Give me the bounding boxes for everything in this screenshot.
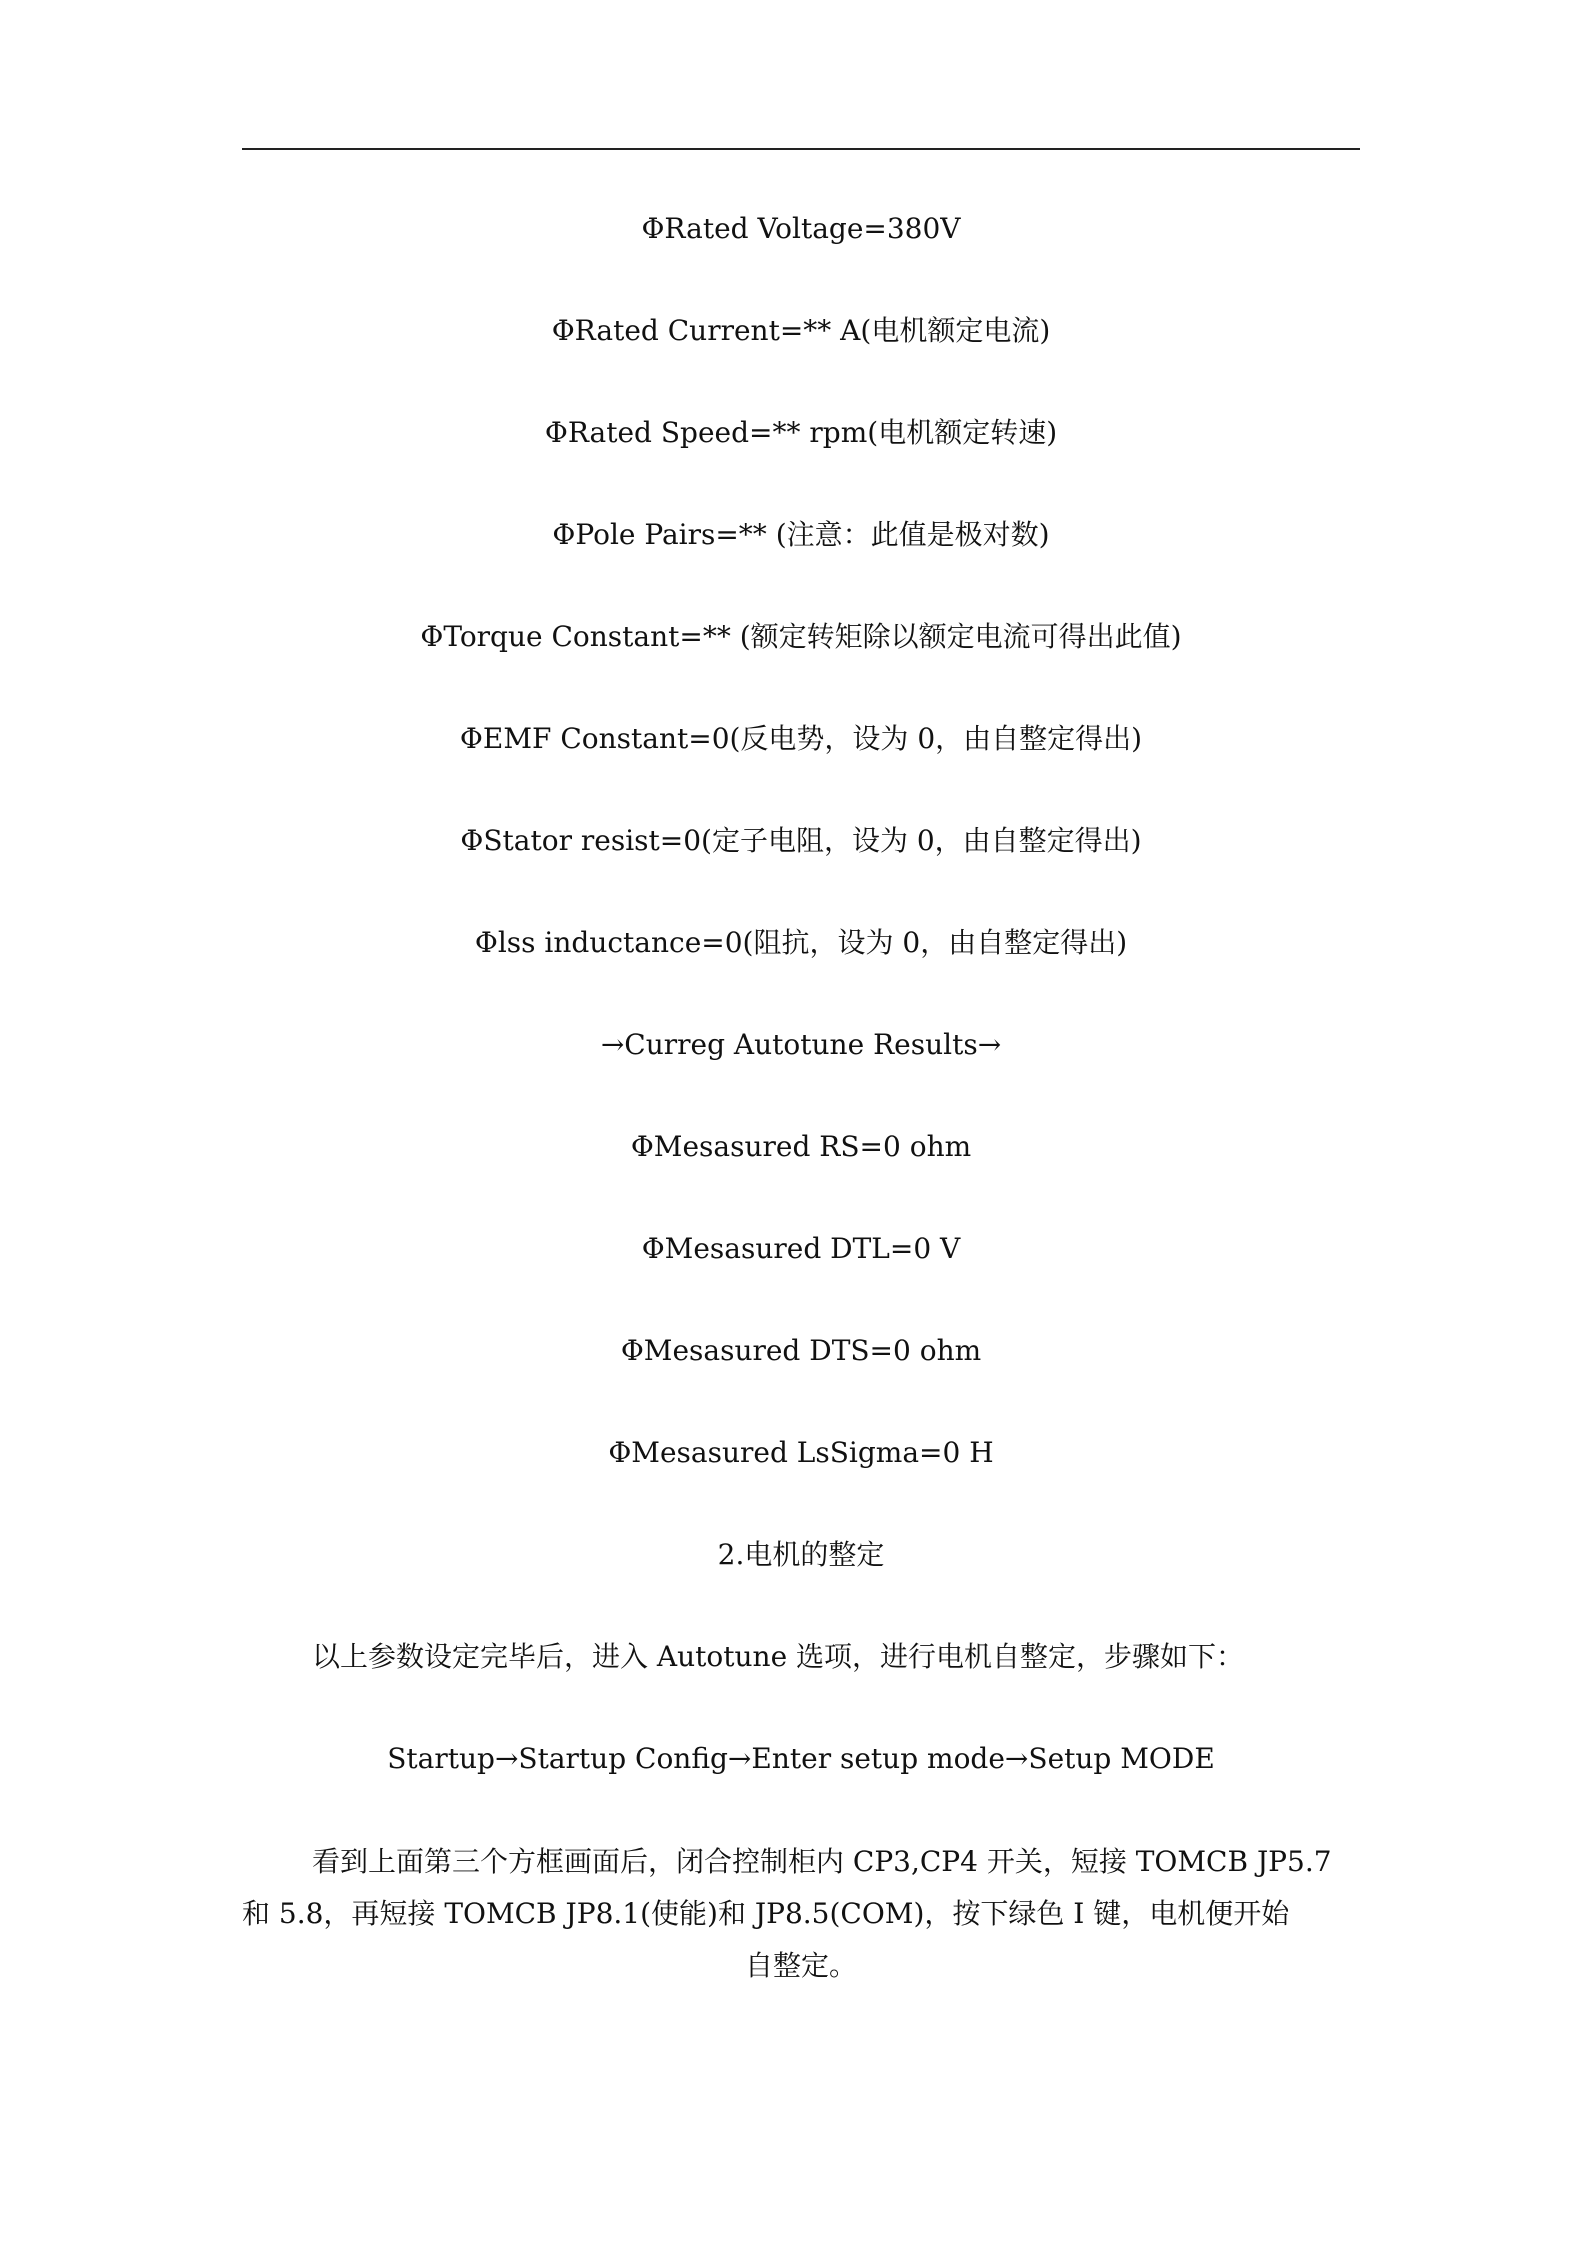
param-lss-inductance: Φlss inductance=0(阻抗，设为 0，由自整定得出) xyxy=(474,926,1128,959)
param-emf-constant: ΦEMF Constant=0(反电势，设为 0，由自整定得出) xyxy=(459,722,1143,755)
param-torque-constant: ΦTorque Constant=** (额定转矩除以额定电流可得出此值) xyxy=(420,620,1182,653)
result-measured-dtl: ΦMesasured DTL=0 V xyxy=(641,1232,961,1265)
param-pole-pairs: ΦPole Pairs=** (注意：此值是极对数) xyxy=(552,518,1050,551)
section-heading: 2.电机的整定 xyxy=(717,1538,885,1571)
param-rated-current: ΦRated Current=** A(电机额定电流) xyxy=(551,314,1051,347)
header-rule xyxy=(242,148,1360,150)
result-measured-rs: ΦMesasured RS=0 ohm xyxy=(630,1130,972,1163)
instruction-line-1: 看到上面第三个方框画面后，闭合控制柜内 CP3,CP4 开关，短接 TOMCB JP5.7 xyxy=(312,1845,1332,1878)
result-measured-dts: ΦMesasured DTS=0 ohm xyxy=(620,1334,982,1367)
param-stator-resist: ΦStator resist=0(定子电阻，设为 0，由自整定得出) xyxy=(460,824,1142,857)
menu-path: Startup→Startup Config→Enter setup mode→Setup MODE xyxy=(387,1742,1215,1775)
intro-paragraph: 以上参数设定完毕后，进入 Autotune 选项，进行电机自整定，步骤如下： xyxy=(312,1640,1245,1673)
result-measured-lssigma: ΦMesasured LsSigma=0 H xyxy=(608,1436,994,1469)
instruction-line-2: 和 5.8，再短接 TOMCB JP8.1(使能)和 JP8.5(COM)，按下绿色 I 键，电机便开始 xyxy=(242,1897,1290,1930)
instruction-paragraph xyxy=(242,1836,1360,1992)
results-header: →Curreg Autotune Results→ xyxy=(600,1028,1002,1061)
param-rated-voltage: ΦRated Voltage=380V xyxy=(641,212,961,245)
param-rated-speed: ΦRated Speed=** rpm(电机额定转速) xyxy=(544,416,1058,449)
instruction-line-3: 自整定。 xyxy=(744,1949,857,1982)
